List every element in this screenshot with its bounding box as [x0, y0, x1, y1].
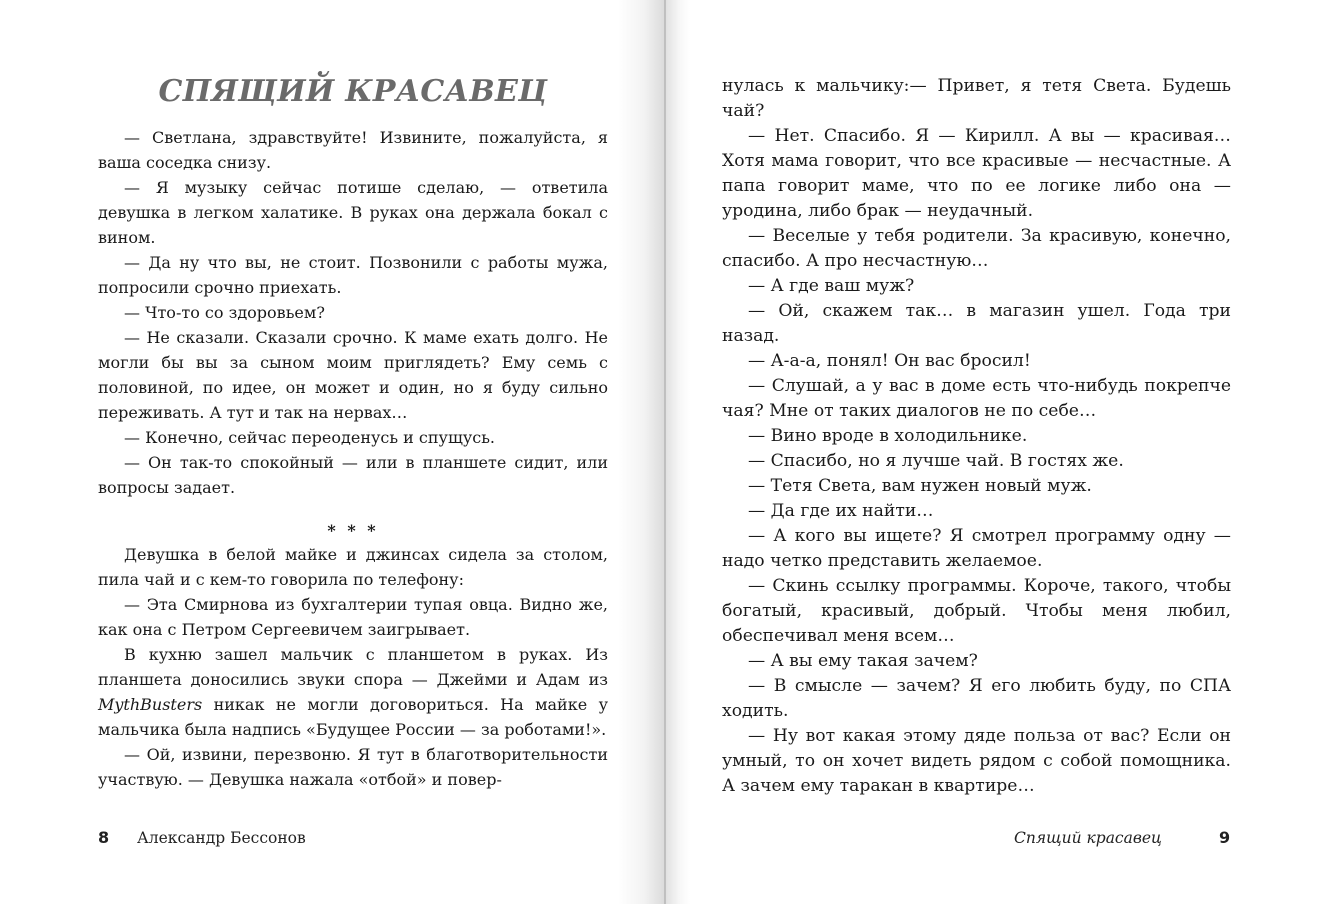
left-page: [0, 0, 664, 904]
paragraph: — Вино вроде в холодильнике.: [748, 426, 1028, 446]
paragraph-continued: нулась к мальчику:— Привет, я тетя Света. Будешь чай?: [722, 76, 1231, 121]
paragraph: — В смысле — зачем? Я его любить буду, по СПА ходить.: [722, 676, 1231, 721]
paragraph: — Ну вот какая этому дяде польза от вас? Если он умный, то он хочет видеть рядом с собой помощника. А зачем ему таракан в квартире…: [722, 726, 1231, 796]
page-number-left: 8: [98, 828, 110, 847]
gutter-shadow: [664, 0, 690, 904]
paragraph: — Я музыку сейчас потише сделаю, — ответила девушка в легком халатике. В руках она держала бокал с вином.: [98, 178, 608, 247]
running-head-title: Спящий красавец: [1014, 829, 1162, 847]
paragraph: — Эта Смирнова из бухгалтерии тупая овца. Видно же, как она с Петром Сергеевичем заигрывает.: [98, 595, 608, 639]
scene-separator: * * *: [327, 521, 379, 540]
paragraph: — А вы ему такая зачем?: [748, 651, 978, 671]
chapter-title: СПЯЩИЙ КРАСАВЕЦ: [158, 74, 548, 109]
paragraph: — Да где их найти…: [748, 501, 934, 521]
paragraph: — Ой, скажем так… в магазин ушел. Года три назад.: [722, 301, 1231, 346]
paragraph: — Ой, извини, перезвоню. Я тут в благотворительности участвую. — Девушка нажала «отбой» и повер-: [98, 745, 608, 789]
paragraph: — Спасибо, но я лучше чай. В гостях же.: [748, 451, 1124, 471]
paragraph: — Он так-то спокойный — или в планшете сидит, или вопросы задает.: [98, 453, 608, 497]
paragraph: — Да ну что вы, не стоит. Позвонили с работы мужа, попросили срочно приехать.: [98, 253, 608, 297]
paragraph: — А кого вы ищете? Я смотрел программу одну — надо четко представить желаемое.: [722, 526, 1231, 571]
paragraph: — Слушай, а у вас в доме есть что-нибудь покрепче чая? Мне от таких диалогов не по себе…: [722, 376, 1231, 421]
left-page-text: [98, 125, 608, 792]
paragraph: — Конечно, сейчас переоденусь и спущусь.: [124, 428, 496, 447]
paragraph: — Скинь ссылку программы. Короче, такого, чтобы богатый, красивый, добрый. Чтобы меня любил, обеспечивал меня всем…: [722, 576, 1231, 646]
page-number-right: 9: [1219, 828, 1231, 847]
paragraph: — Что-то со здоровьем?: [124, 303, 325, 322]
paragraph: Девушка в белой майке и джинсах сидела за столом, пила чай и с кем-то говорила по телефону:: [98, 545, 608, 589]
paragraph: — А где ваш муж?: [748, 276, 915, 296]
right-page-text: [722, 74, 1231, 799]
show-title: MythBusters: [98, 695, 203, 714]
paragraph: [98, 642, 608, 742]
paragraph: — Светлана, здравствуйте! Извините, пожалуйста, я ваша соседка снизу.: [98, 128, 608, 172]
paragraph: — Не сказали. Сказали срочно. К маме ехать долго. Не могли бы вы за сыном моим приглядеть? Ему семь с половиной, по идее, он может и один, но я буду сильно переживать. А тут и так на нервах…: [98, 328, 608, 422]
paragraph: — А-а-а, понял! Он вас бросил!: [748, 351, 1031, 371]
paragraph: — Тетя Света, вам нужен новый муж.: [748, 476, 1092, 496]
text-run: никак не могли договориться. На майке у мальчика была надпись «Будущее России — за роботами!».: [98, 695, 608, 739]
paragraph: — Нет. Спасибо. Я — Кирилл. А вы — красивая… Хотя мама говорит, что все красивые — несчастные. А папа говорит маме, что по ее логике либо она — уродина, либо брак — неудачный.: [722, 126, 1231, 221]
running-head-author: Александр Бессонов: [137, 829, 306, 847]
gutter-shadow: [618, 0, 666, 904]
paragraph: — Веселые у тебя родители. За красивую, конечно, спасибо. А про несчастную…: [722, 226, 1231, 271]
text-run: В кухню зашел мальчик с планшетом в руках. Из планшета доносились звуки спора — Джейми и Адам из: [98, 645, 608, 689]
